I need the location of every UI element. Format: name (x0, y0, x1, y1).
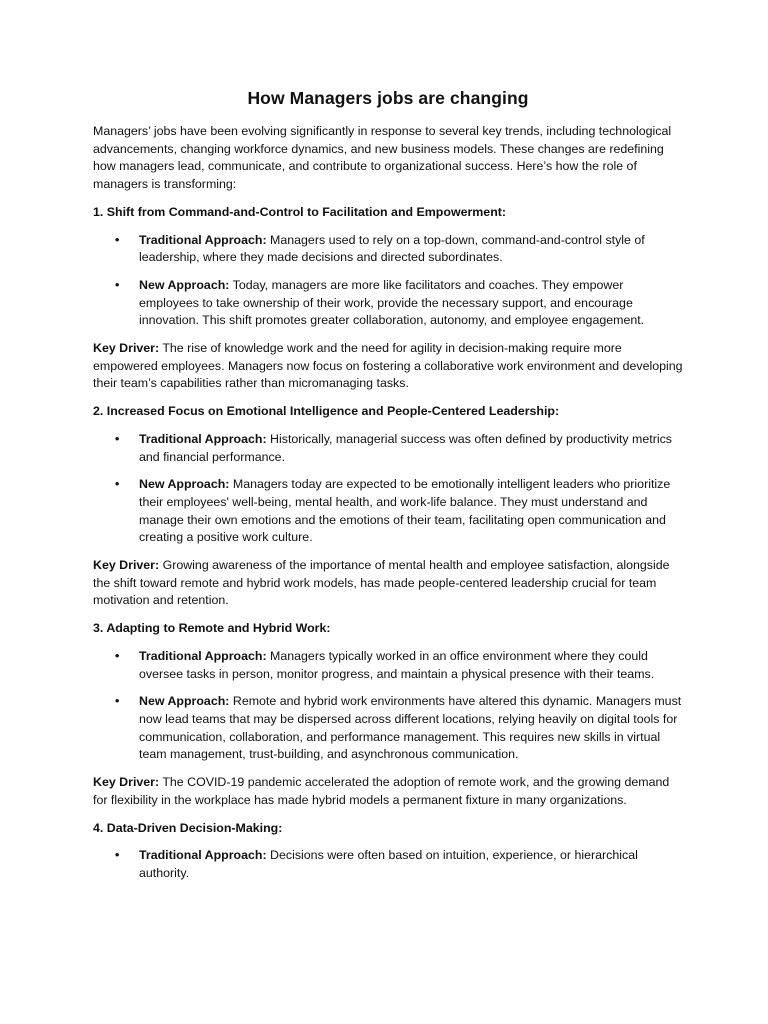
bullet-icon: • (115, 848, 120, 863)
bullet-icon: • (115, 648, 120, 663)
new-approach-item (93, 693, 683, 764)
intro-paragraph: Managers’ jobs have been evolving significantly in response to several key trends, including technological advancements, changing workforce dynamics, and new business models. These changes are redefining how managers lead, communicate, and contribute to organizational success. Here’s how the role of managers is transforming: (93, 124, 672, 192)
approach-list (93, 431, 683, 547)
bullet-icon: • (115, 277, 120, 292)
new-approach-text: Managers today are expected to be emotionally intelligent leaders who prioritize their employees' well-being, mental health, and work-life balance. They must understand and manage their own emotions and the emotions of their team, facilitating open communication and creating a positive work culture. (139, 477, 671, 545)
approach-list (93, 847, 683, 882)
new-approach-label: New Approach: (139, 694, 230, 709)
approach-list (93, 232, 683, 331)
traditional-approach-text: Managers used to rely on a top-down, command-and-control style of leadership, where they made decisions and directed subordinates. (139, 232, 645, 265)
document-title: How Managers jobs are changing (247, 88, 529, 108)
approach-list (93, 648, 683, 764)
new-approach-label: New Approach: (139, 277, 230, 292)
key-driver-text: The rise of knowledge work and the need for agility in decision-making require more empowered employees. Managers now focus on fostering a collaborative work environment and developing their team’s capabilities rather than micromanaging tasks. (93, 341, 683, 391)
traditional-approach-label: Traditional Approach: (139, 431, 267, 446)
section-1 (93, 204, 683, 393)
traditional-approach-label: Traditional Approach: (139, 848, 267, 863)
new-approach-text: Remote and hybrid work environments have altered this dynamic. Managers must now lead teams that may be dispersed across different locations, relying heavily on digital tools for communication, collaboration, and performance management. This requires new skills in virtual team management, trust-building, and asynchronous communication. (139, 694, 682, 762)
traditional-approach-item (93, 648, 683, 683)
section-heading: 2. Increased Focus on Emotional Intelligence and People-Centered Leadership: (93, 404, 560, 419)
section-heading: 3. Adapting to Remote and Hybrid Work: (93, 621, 331, 636)
new-approach-item (93, 476, 683, 547)
section-4 (93, 820, 683, 883)
new-approach-item (93, 277, 683, 330)
traditional-approach-label: Traditional Approach: (139, 232, 267, 247)
bullet-icon: • (115, 232, 120, 247)
traditional-approach-text: Managers typically worked in an office environment where they could oversee tasks in person, monitor progress, and maintain a physical presence with their teams. (139, 648, 655, 681)
traditional-approach-item (93, 847, 683, 882)
key-driver-paragraph (93, 340, 683, 393)
bullet-icon: • (115, 694, 120, 709)
section-heading: 4. Data-Driven Decision-Making: (93, 820, 283, 835)
section-heading: 1. Shift from Command-and-Control to Facilitation and Empowerment: (93, 204, 507, 219)
key-driver-text: Growing awareness of the importance of mental health and employee satisfaction, alongside the shift toward remote and hybrid work models, has made people-centered leadership crucial for team motivation and retention. (93, 558, 670, 608)
section-2 (93, 403, 683, 610)
key-driver-text: The COVID-19 pandemic accelerated the adoption of remote work, and the growing demand for flexibility in the workplace has made hybrid models a permanent fixture in many organizations. (93, 775, 670, 807)
section-3 (93, 620, 683, 809)
key-driver-paragraph (93, 774, 683, 809)
key-driver-label: Key Driver: (93, 341, 160, 356)
document-page (93, 88, 683, 893)
bullet-icon: • (115, 477, 120, 492)
key-driver-paragraph (93, 557, 683, 610)
new-approach-label: New Approach: (139, 477, 230, 492)
traditional-approach-text: Historically, managerial success was often defined by productivity metrics and financial performance. (139, 431, 672, 464)
key-driver-label: Key Driver: (93, 775, 160, 790)
key-driver-label: Key Driver: (93, 558, 160, 573)
traditional-approach-label: Traditional Approach: (139, 648, 267, 663)
bullet-icon: • (115, 431, 120, 446)
traditional-approach-text: Decisions were often based on intuition, experience, or hierarchical authority. (139, 848, 638, 880)
new-approach-text: Today, managers are more like facilitators and coaches. They empower employees to take ownership of their work, provide the necessary support, and encourage innovation. This shift promotes greater collaboration, autonomy, and employee engagement. (139, 277, 645, 328)
traditional-approach-item (93, 431, 683, 466)
traditional-approach-item (93, 232, 683, 267)
